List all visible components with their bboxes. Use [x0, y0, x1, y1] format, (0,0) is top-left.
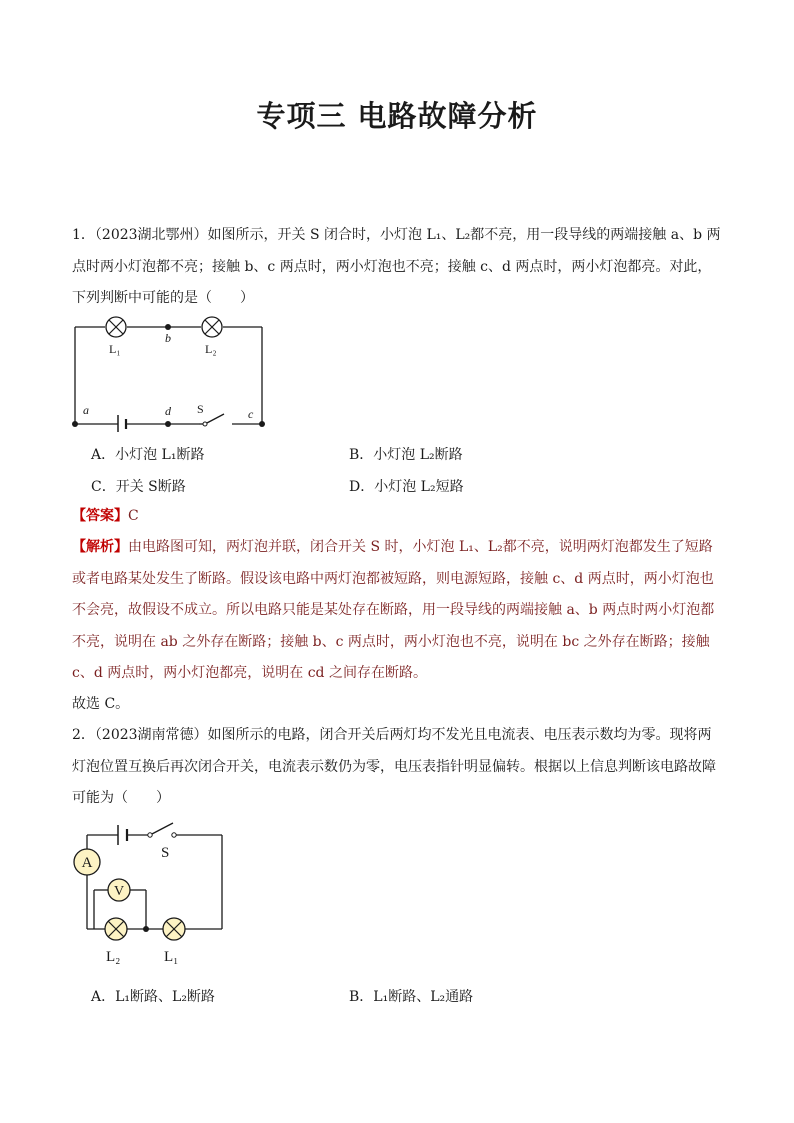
- label-l2: L₂: [106, 949, 121, 965]
- answer-tag: 【答案】: [72, 508, 128, 524]
- page-title: 专项三 电路故障分析: [256, 99, 538, 133]
- q1-option-b: B．小灯泡 L₂断路: [349, 447, 463, 463]
- q1-answer: [72, 501, 724, 533]
- q2-option-a: A．L₁断路、L₂断路: [91, 989, 215, 1005]
- label-l1: L₁: [164, 949, 179, 965]
- voltmeter-icon: [108, 879, 130, 901]
- q1-option-d: D．小灯泡 L₂短路: [349, 479, 464, 495]
- label-l1: L₁: [109, 342, 121, 356]
- question-2-stem: 2．（2023湖南常德）如图所示的电路，闭合开关后两灯均不发光且电流表、电压表示数均为零。现将两灯泡位置互换后再次闭合开关，电流表示数仍为零，电压表指针明显偏转。根据以上信息判断该电路故障可能为（ ）: [72, 727, 716, 806]
- label-d: d: [165, 404, 171, 418]
- q2-option-b: B．L₁断路、L₂通路: [349, 989, 474, 1005]
- analysis-tag: 【解析】: [72, 539, 128, 555]
- analysis-text: 由电路图可知，两灯泡并联，闭合开关 S 时，小灯泡 L₁、L₂都不亮，说明两灯泡都发生了短路或者电路某处发生了断路。假设该电路中两灯泡都被短路，则电源短路，接触 c、d 两点时，两小灯泡也不会亮，故假设不成立。所以电路只能是某处存在断路，用一段导线的两端接触 a、b 两点时两小灯泡都不亮，说明在 ab 之外存在断路；接触 b、c 两点时，两小灯泡也不亮，说明在 bc 之外存在断路；接触 c、d 两点时，两小灯泡都亮，说明在 cd 之间存在断路。: [72, 539, 715, 681]
- label-a: a: [83, 403, 89, 417]
- question-1-circuit-diagram: [66, 312, 272, 432]
- lamp-l1-icon: [163, 918, 185, 940]
- q1-option-c: C．开关 S断路: [91, 479, 186, 495]
- q1-analysis: [72, 532, 724, 690]
- ammeter-icon: [74, 849, 100, 875]
- lamp-l2-icon: [105, 918, 127, 940]
- label-s: S: [161, 845, 170, 861]
- question-2-circuit-diagram: [70, 815, 240, 975]
- label-c: c: [248, 407, 254, 421]
- q1-option-a: A．小灯泡 L₁断路: [91, 447, 205, 463]
- question-1-stem: 1．（2023湖北鄂州）如图所示，开关 S 闭合时，小灯泡 L₁、L₂都不亮，用一段导线的两端接触 a、b 两点时两小灯泡都不亮；接触 b、c 两点时，两小灯泡也不亮；接触 c、d 两点时，两小灯泡都亮。对此，下列判断中可能的是（ ）: [72, 227, 721, 306]
- q1-conclusion: 故选 C。: [72, 696, 130, 712]
- answer-value: C: [128, 508, 139, 524]
- label-b: b: [165, 331, 171, 345]
- label-s: S: [197, 402, 204, 416]
- ammeter-label: A: [81, 855, 93, 871]
- voltmeter-label: V: [113, 884, 125, 899]
- lamp-l2-icon: [202, 317, 222, 337]
- lamp-l1-icon: [106, 317, 126, 337]
- label-l2: L₂: [205, 342, 217, 356]
